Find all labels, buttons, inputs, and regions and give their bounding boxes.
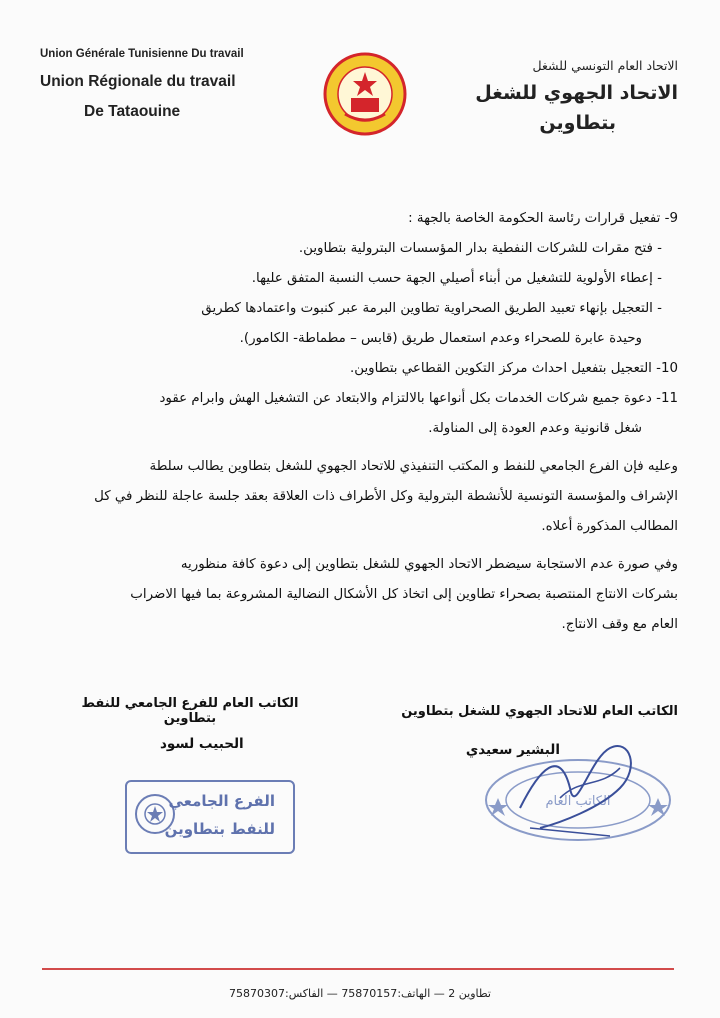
- letter-body: [38, 204, 678, 640]
- paragraph-1-line-2: الإشراف والمؤسسة التونسية للأنشطة البترولية وكل الأطراف ذات العلاقة بعقد جلسة عاجلة للنظر في كل: [94, 489, 678, 504]
- stamp-line-1: الفرع الجامعي: [168, 792, 275, 810]
- bullet-3-line-2: وحيدة عابرة للصحراء وعدم استعمال طريق (قابس – مطماطة- الكامور).: [239, 331, 642, 346]
- branch-stamp: [125, 780, 295, 854]
- stamp-line-2: للنفط بتطاوين: [164, 820, 275, 838]
- header-fr-regional: Union Régionale du travail: [40, 73, 236, 90]
- signature-title-regional: الكاتب العام للاتحاد الجهوي للشغل بتطاوين: [401, 704, 678, 719]
- ugtt-logo-icon: [323, 52, 407, 136]
- bullet-3-line-1: - التعجيل بإنهاء تعبيد الطريق الصحراوية تطاوين البرمة عبر كنبوت واعتمادها كطريق: [201, 301, 662, 316]
- item-9: 9- تفعيل قرارات رئاسة الحكومة الخاصة بالجهة :: [408, 211, 678, 226]
- header-fr-city: De Tataouine: [84, 103, 181, 120]
- footer-divider: [42, 968, 674, 970]
- header-fr-union: Union Générale Tunisienne Du travail: [40, 48, 244, 60]
- signature-title-branch: الكاتب العام للفرع الجامعي للنفط بتطاوين: [81, 696, 299, 726]
- bullet-1: - فتح مقرات للشركات النفطية بدار المؤسسات البترولية بتطاوين.: [298, 241, 662, 256]
- paragraph-2-line-2: بشركات الانتاج المنتصبة بصحراء تطاوين إلى اتخاذ كل الأشكال النضالية المشروعة بما فيها الاضراب: [130, 587, 678, 602]
- paragraph-2-line-3: العام مع وقف الانتاج.: [561, 617, 678, 632]
- item-10: 10- التعجيل بتفعيل احداث مركز التكوين القطاعي بتطاوين.: [350, 361, 678, 376]
- signatory-name-branch: الحبيب لسود: [160, 736, 244, 752]
- signatory-name-regional: البشير سعيدي: [465, 742, 560, 758]
- round-stamp-label: الكاتب العام: [545, 794, 611, 809]
- paragraph-1-line-3: المطالب المذكورة أعلاه.: [541, 519, 678, 534]
- header-french: [40, 48, 280, 121]
- header-ar-city: بتطاوين: [539, 112, 616, 134]
- item-11-line-2: شغل قانونية وعدم العودة إلى المناولة.: [428, 421, 642, 436]
- handwritten-signature-icon: [500, 728, 660, 848]
- item-11-line-1: 11- دعوة جميع شركات الخدمات بكل أنواعها بالالتزام والابتعاد عن التشغيل الهش وابرام عقود: [159, 391, 678, 406]
- paragraph-1-line-1: وعليه فإن الفرع الجامعي للنفط و المكتب التنفيذي للاتحاد الجهوي للشغل بتطاوين يطالب سلطة: [149, 459, 678, 474]
- header-ar-union: الاتحاد العام التونسي للشغل: [532, 58, 678, 73]
- paragraph-2-line-1: وفي صورة عدم الاستجابة سيضطر الاتحاد الجهوي للشغل بتطاوين إلى دعوة كافة منظوريه: [180, 557, 678, 572]
- footer-contact: تطاوين 2 — الهاتف:75870157 — الفاكس:75870307: [229, 987, 491, 1000]
- header-arabic: [428, 58, 678, 134]
- bullet-2: - إعطاء الأولوية للتشغيل من أبناء أصيلي الجهة حسب النسبة المتفق عليها.: [251, 271, 662, 286]
- header-ar-regional: الاتحاد الجهوي للشغل: [475, 82, 678, 104]
